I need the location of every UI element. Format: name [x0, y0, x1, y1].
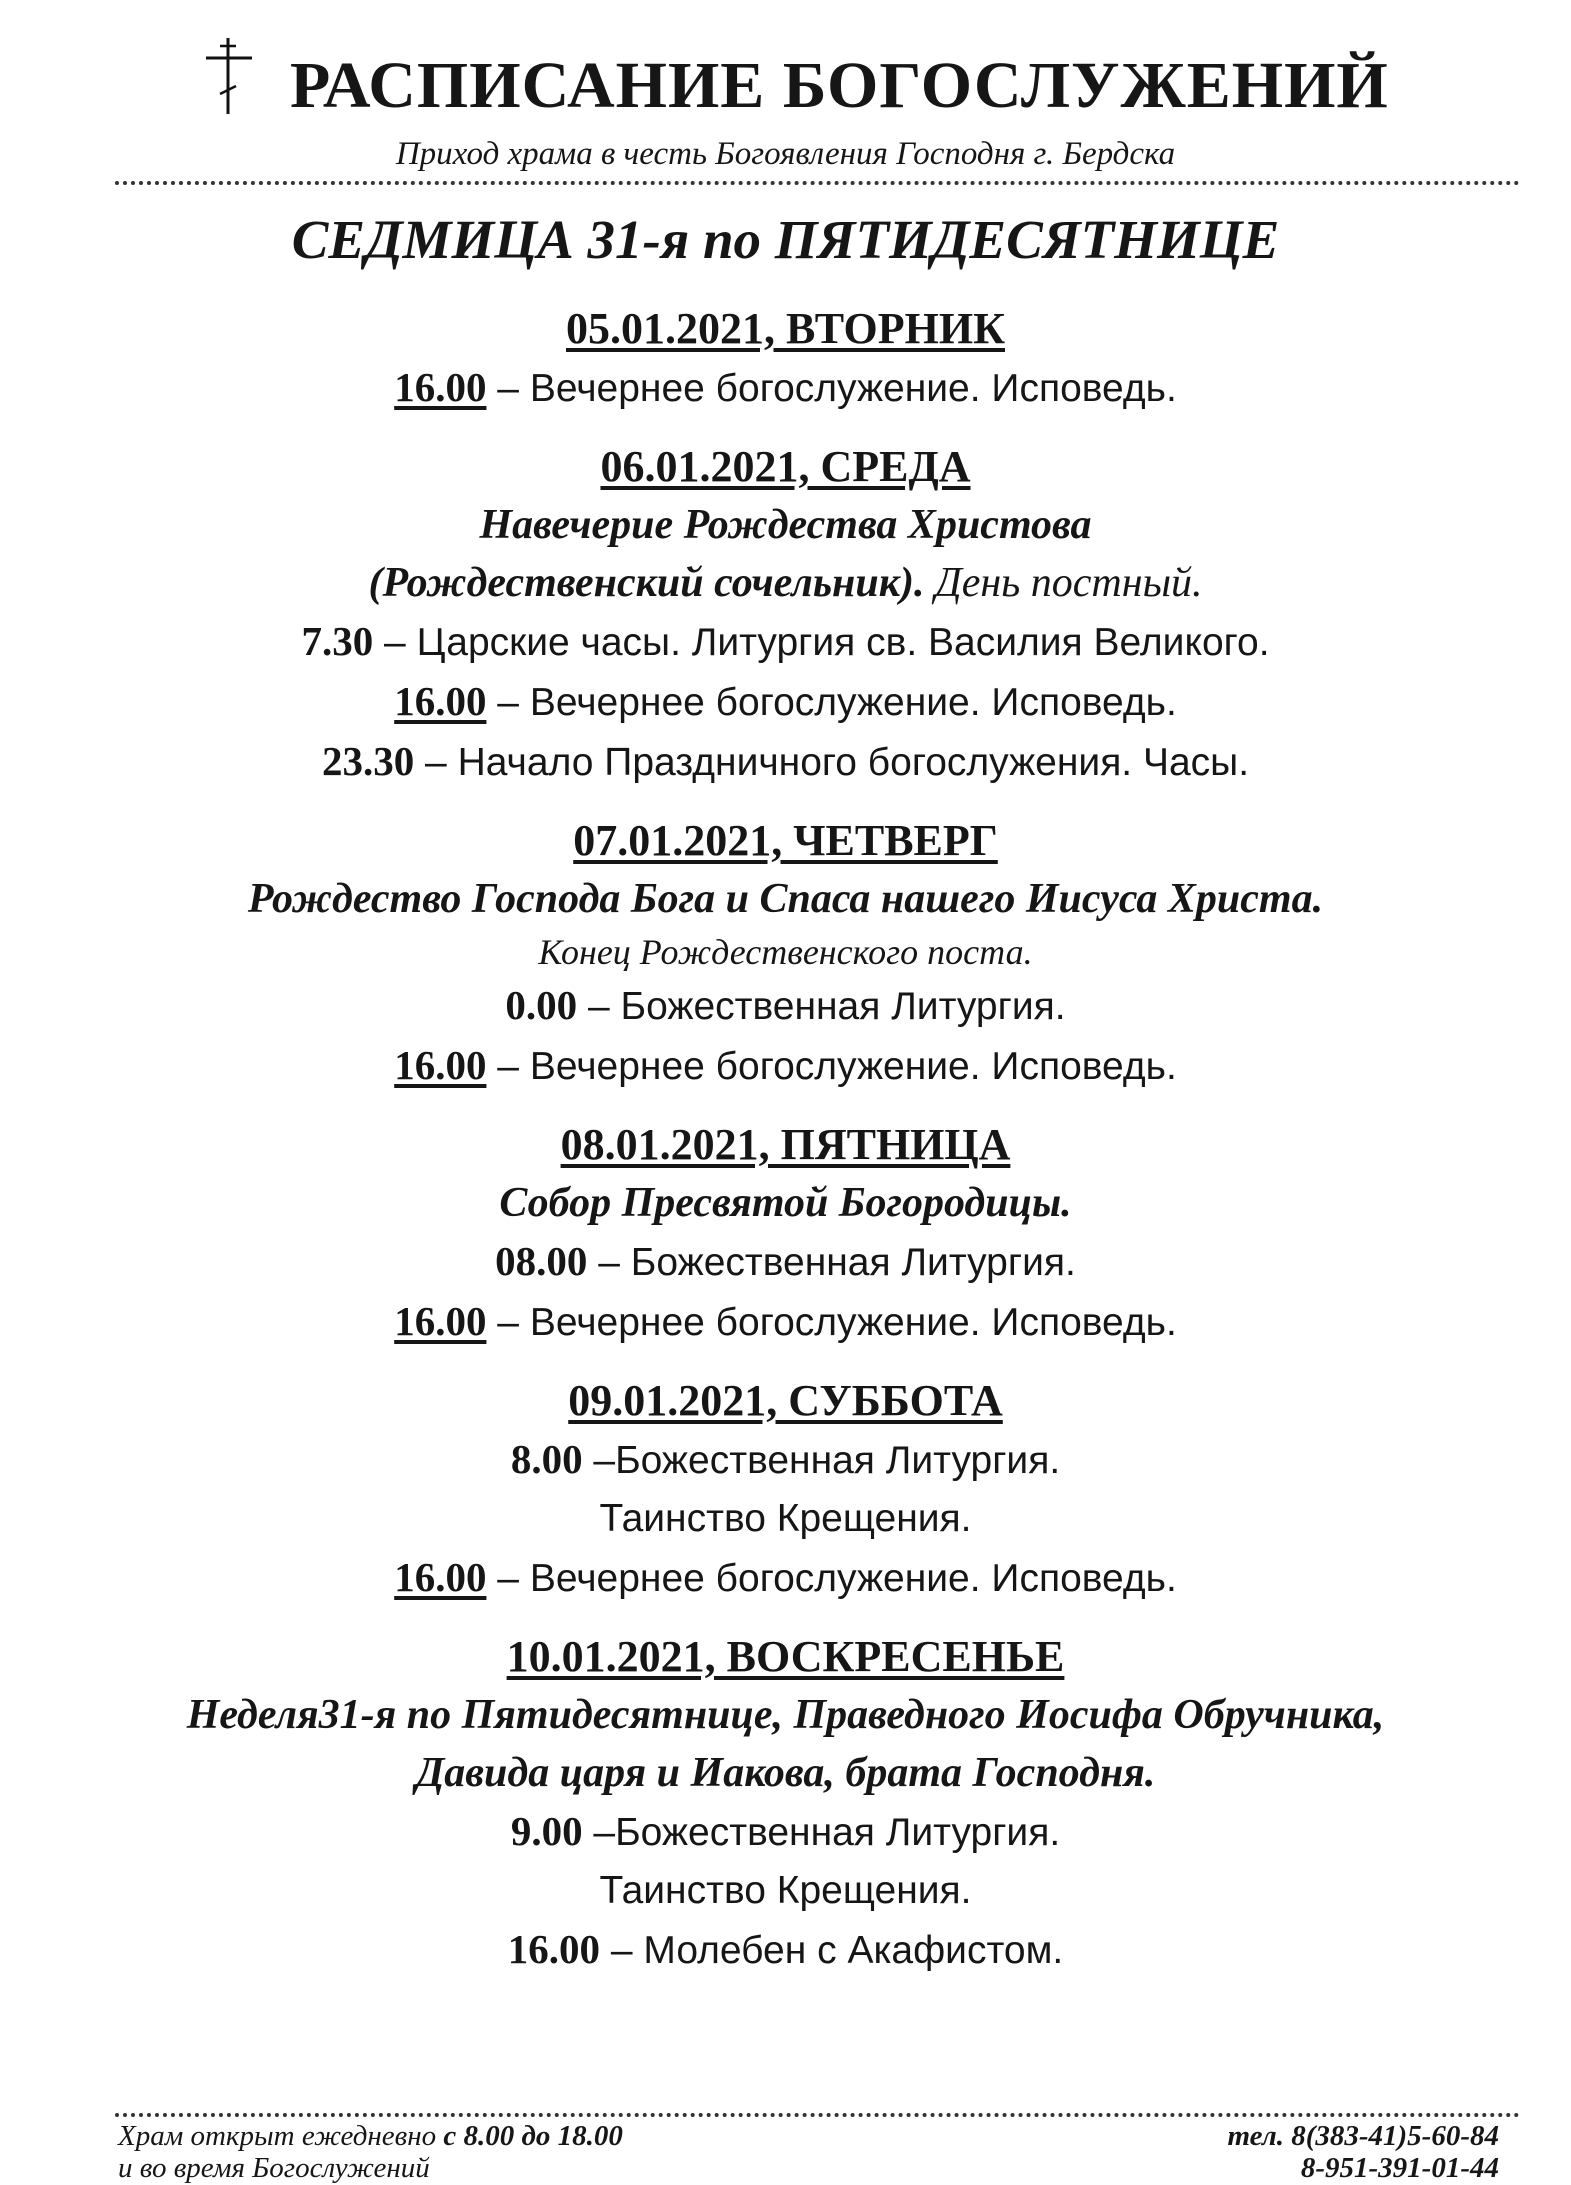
service-time: 23.30	[321, 738, 415, 784]
header-divider	[115, 181, 1520, 185]
service-text: – Вечернее богослужение. Исповедь.	[486, 367, 1177, 410]
page-title: РАСПИСАНИЕ БОГОСЛУЖЕНИЙ	[290, 49, 1389, 122]
schedule-list	[0, 300, 1571, 1980]
service-text: –Божественная Литургия.	[582, 1439, 1061, 1482]
service-line	[0, 612, 1571, 672]
service-text: – Царские часы. Литургия св. Василия Великого.	[373, 621, 1270, 664]
feast-note: Рождество Господа Бога и Спаса нашего Иисуса Христа.	[247, 876, 1324, 922]
day-title: 10.01.2021, ВОСКРЕСЕНЬЕ	[506, 1632, 1065, 1681]
service-text: – Молебен с Акафистом.	[600, 1929, 1064, 1972]
day-title: 06.01.2021, СРЕДА	[600, 442, 971, 491]
service-time: 0.00	[505, 982, 578, 1028]
opening-hours	[118, 2120, 623, 2153]
service-line	[0, 1802, 1571, 1862]
service-time: 08.00	[495, 1238, 588, 1284]
day-block	[0, 1116, 1571, 1352]
phone-mobile: 8-951-391-01-44	[1300, 2152, 1499, 2184]
feast-note	[0, 554, 1571, 612]
service-text: –Божественная Литургия.	[582, 1811, 1061, 1854]
service-line	[0, 976, 1571, 1036]
service-time: 16.00	[394, 1298, 487, 1344]
service-text: – Вечернее богослужение. Исповедь.	[486, 1045, 1177, 1088]
opening-hours-note: и во время Богослужений	[118, 2152, 430, 2184]
day-block	[0, 1628, 1571, 1980]
service-text: – Начало Праздничного богослужения. Часы.	[414, 741, 1250, 784]
service-line	[0, 358, 1571, 418]
service-line	[0, 1548, 1571, 1608]
opening-hours-prefix: Храм открыт ежедневно	[118, 2120, 444, 2152]
feast-note: Давида царя и Иакова, брата Господня.	[415, 1750, 1156, 1796]
footer-divider	[115, 2113, 1520, 2117]
feast-note-plain: День постный.	[924, 560, 1203, 606]
parish-subtitle: Приход храма в честь Богоявления Господня г. Бердска	[395, 136, 1176, 172]
day-title: 05.01.2021, ВТОРНИК	[566, 304, 1005, 353]
service-time: 7.30	[301, 618, 374, 664]
service-text: Таинство Крещения.	[599, 1497, 972, 1540]
day-block	[0, 1372, 1571, 1608]
service-line	[0, 1920, 1571, 1980]
feast-note-bold: (Рождественский сочельник).	[368, 560, 925, 606]
service-text: – Божественная Литургия.	[577, 985, 1066, 1028]
service-time: 16.00	[507, 1926, 601, 1972]
service-text: – Вечернее богослужение. Исповедь.	[486, 681, 1177, 724]
service-line	[0, 1292, 1571, 1352]
service-text: – Вечернее богослужение. Исповедь.	[486, 1301, 1177, 1344]
day-block	[0, 300, 1571, 418]
feast-note: Собор Пресвятой Богородицы.	[499, 1180, 1072, 1226]
feast-subnote: Конец Рождественского поста.	[538, 932, 1033, 972]
day-block	[0, 812, 1571, 1096]
service-text: Таинство Крещения.	[599, 1869, 972, 1912]
feast-note: Навечерие Рождества Христова	[479, 502, 1092, 548]
opening-hours-time: с 8.00 до 18.00	[443, 2120, 623, 2152]
service-time: 9.00	[510, 1808, 583, 1854]
service-time: 16.00	[394, 1042, 487, 1088]
service-time: 8.00	[510, 1436, 583, 1482]
day-block	[0, 438, 1571, 792]
service-time: 16.00	[394, 1554, 487, 1600]
orthodox-cross-icon	[200, 36, 260, 116]
day-title: 08.01.2021, ПЯТНИЦА	[560, 1120, 1011, 1169]
service-line	[0, 1232, 1571, 1292]
service-line	[0, 732, 1571, 792]
feast-note: Неделя31-я по Пятидесятнице, Праведного Иосифа Обручника,	[186, 1692, 1385, 1738]
service-line	[0, 1036, 1571, 1096]
week-heading: СЕДМИЦА 31-я по ПЯТИДЕСЯТНИЦЕ	[291, 209, 1280, 270]
service-time: 16.00	[394, 678, 487, 724]
service-time: 16.00	[394, 364, 487, 410]
day-title: 07.01.2021, ЧЕТВЕРГ	[573, 816, 998, 865]
service-text: – Вечернее богослужение. Исповедь.	[486, 1557, 1177, 1600]
service-line	[0, 672, 1571, 732]
service-line	[0, 1430, 1571, 1490]
day-title: 09.01.2021, СУББОТА	[568, 1376, 1003, 1425]
service-line	[0, 1862, 1571, 1920]
service-text: – Божественная Литургия.	[587, 1241, 1076, 1284]
service-line	[0, 1490, 1571, 1548]
phone-landline: тел. 8(383-41)5-60-84	[1227, 2120, 1499, 2152]
